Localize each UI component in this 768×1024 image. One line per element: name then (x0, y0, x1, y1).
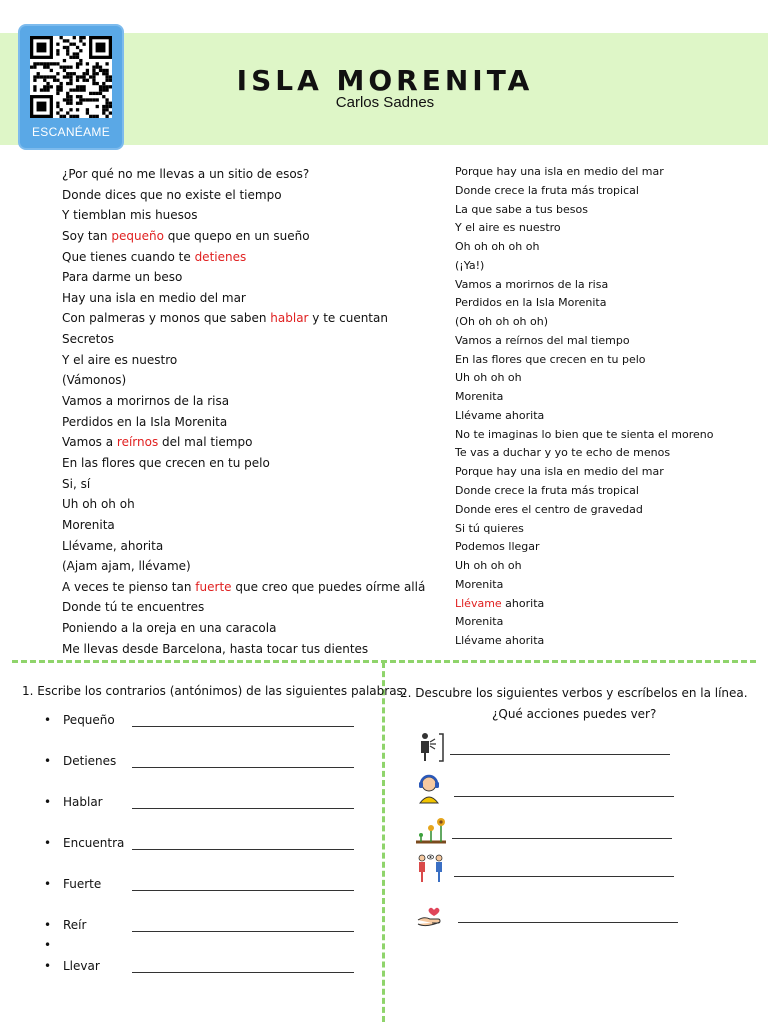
bullet: • (44, 754, 52, 768)
lyric-text: Que tienes cuando te (62, 249, 195, 264)
lyric-line (455, 576, 713, 595)
person-speaking-icon (414, 730, 448, 762)
lyric-text: Uh oh oh oh (455, 559, 522, 573)
exercise2-row (414, 730, 684, 762)
lyric-text: Vamos a morirnos de la risa (62, 394, 230, 409)
song-title: ISLA MORENITA (236, 64, 534, 97)
lyric-line (62, 536, 425, 557)
lyric-text: del mal tiempo (158, 435, 253, 450)
lyric-text: Con palmeras y monos que saben (62, 311, 271, 326)
antonym-word: Reír (63, 918, 87, 932)
lyrics-right-column (455, 163, 713, 651)
lyric-text: Porque hay una isla en medio del mar (455, 165, 664, 178)
answer-line[interactable] (458, 922, 678, 923)
exercise2-row (414, 772, 684, 804)
lyric-text: (Oh oh oh oh oh) (455, 315, 549, 329)
lyric-line (62, 329, 425, 350)
lyric-line (62, 288, 425, 309)
lyric-text: (Vámonos) (62, 373, 127, 388)
lyric-text: Secretos (62, 332, 114, 347)
lyric-line (62, 597, 425, 618)
lyric-line (62, 577, 425, 598)
lyric-line (455, 369, 713, 388)
two-people-looking-icon (414, 852, 448, 884)
lyric-line (62, 494, 425, 515)
lyric-text: Donde tú te encuentres (62, 600, 205, 615)
lyric-text: Hay una isla en medio del mar (62, 290, 246, 305)
lyric-text: Uh oh oh oh (62, 497, 135, 512)
answer-line[interactable] (132, 931, 354, 932)
lyric-line (455, 276, 713, 295)
answer-line[interactable] (454, 796, 674, 797)
bullet: • (44, 795, 52, 809)
bullet: • (44, 836, 52, 850)
lyric-line (62, 453, 425, 474)
song-artist: Carlos Sadnes (335, 94, 435, 111)
lyric-line (455, 538, 713, 557)
antonym-word: Hablar (63, 795, 103, 809)
lyric-text: La que sabe a tus besos (455, 202, 588, 216)
lyric-line (455, 313, 713, 332)
lyric-line (455, 407, 713, 426)
lyric-text: Vamos a (62, 435, 117, 450)
highlighted-word: reírnos (116, 435, 159, 450)
lyric-line (62, 185, 425, 206)
lyric-line (62, 474, 425, 495)
answer-line[interactable] (450, 754, 670, 755)
growing-plants-icon (414, 814, 448, 846)
lyric-line (455, 557, 713, 576)
lyric-text: Te vas a duchar y yo te echo de menos (455, 446, 671, 460)
lyric-line (455, 463, 713, 482)
lyric-line (455, 163, 713, 182)
lyric-line (62, 226, 425, 247)
lyric-line (455, 351, 713, 370)
exercise2-subtitle: ¿Qué acciones puedes ver? (492, 707, 657, 721)
lyric-line (455, 613, 713, 632)
exercise2-row (414, 814, 684, 846)
lyric-text: Morenita (62, 517, 115, 532)
lyric-text: Perdidos en la Isla Morenita (455, 296, 607, 310)
lyric-text: Si, sí (62, 476, 91, 491)
bullet: • (44, 959, 52, 973)
lyric-text: Y tiemblan mis huesos (62, 208, 198, 223)
lyric-text: En las flores que crecen en tu pelo (455, 352, 646, 366)
lyric-line (455, 201, 713, 220)
exercise2-title: 2. Descubre los siguientes verbos y escríbelos en la línea. (400, 686, 748, 700)
answer-line[interactable] (132, 890, 354, 891)
lyric-text: Donde eres el centro de gravedad (455, 502, 643, 516)
antonym-word: Pequeño (63, 713, 115, 727)
qr-code-icon[interactable] (30, 36, 112, 118)
lyric-line (455, 219, 713, 238)
lyric-text: Soy tan (62, 228, 112, 243)
antonym-word: Detienes (63, 754, 117, 768)
lyric-line (455, 238, 713, 257)
lyric-text: que quepo en un sueño (163, 228, 310, 243)
bullet: • (44, 938, 52, 952)
lyric-text: Me llevas desde Barcelona, hasta tocar tus dientes (62, 641, 369, 656)
answer-line[interactable] (132, 808, 354, 809)
antonym-word: Encuentra (63, 836, 125, 850)
lyric-text: A veces te pienso tan (62, 579, 196, 594)
lyric-text: Morenita (455, 577, 504, 591)
lyric-text: En las flores que crecen en tu pelo (62, 455, 270, 470)
lyric-text: que creo que puedes oírme allá (231, 579, 426, 594)
lyric-text: Uh oh oh oh (455, 371, 522, 385)
lyric-text: ¿Por qué no me llevas a un sitio de esos? (62, 167, 310, 181)
lyric-text: Llévame ahorita (455, 408, 545, 422)
lyric-line (455, 520, 713, 539)
lyric-text: Donde dices que no existe el tiempo (62, 187, 282, 202)
lyric-line (62, 639, 425, 660)
lyric-text: (Ajam ajam, llévame) (62, 559, 191, 574)
lyric-text: y te cuentan (308, 311, 388, 326)
exercise2-row (414, 852, 684, 884)
lyric-line (62, 164, 425, 185)
lyric-line (455, 332, 713, 351)
lyric-line (455, 632, 713, 651)
hand-giving-heart-icon (414, 898, 448, 930)
lyric-text: Donde crece la fruta más tropical (455, 484, 639, 498)
lyric-line (455, 257, 713, 276)
highlighted-word: Llévame (455, 596, 502, 610)
lyric-text: Morenita (455, 390, 504, 404)
bullet: • (44, 713, 52, 727)
answer-line[interactable] (132, 849, 354, 850)
lyric-text: Y el aire es nuestro (455, 221, 561, 235)
lyric-line (455, 182, 713, 201)
lyric-text: Y el aire es nuestro (62, 352, 178, 367)
answer-line[interactable] (132, 972, 354, 973)
highlighted-word: detienes (194, 249, 247, 264)
lyric-text: Porque hay una isla en medio del mar (455, 465, 664, 479)
antonym-word: Fuerte (63, 877, 102, 891)
exercise2-row (414, 898, 684, 930)
answer-line[interactable] (454, 876, 674, 877)
lyric-text: Oh oh oh oh oh (455, 240, 540, 254)
lyric-text: No te imaginas lo bien que te sienta el moreno (455, 427, 714, 441)
highlighted-word: fuerte (195, 579, 232, 594)
answer-line[interactable] (132, 767, 354, 768)
lyric-text: Vamos a reírnos del mal tiempo (455, 333, 630, 347)
lyric-line (455, 595, 713, 614)
lyric-line (455, 482, 713, 501)
lyric-line (62, 205, 425, 226)
lyric-text: Para darme un beso (62, 270, 183, 285)
bullet: • (44, 918, 52, 932)
highlighted-word: hablar (270, 311, 309, 326)
qr-label: ESCANÉAME (31, 125, 111, 139)
lyric-text: (¡Ya!) (455, 258, 485, 272)
person-listening-headphones-icon (414, 772, 448, 804)
qr-card[interactable] (20, 26, 122, 148)
lyric-line (455, 426, 713, 445)
lyric-line (62, 370, 425, 391)
lyric-line (455, 444, 713, 463)
lyrics-left-column (62, 164, 425, 659)
lyric-text: Perdidos en la Isla Morenita (62, 414, 228, 429)
lyric-line (455, 388, 713, 407)
lyric-line (455, 501, 713, 520)
lyric-text: Llévame, ahorita (62, 538, 164, 553)
lyric-text: Podemos llegar (455, 540, 540, 554)
lyric-line (62, 515, 425, 536)
lyric-line (62, 350, 425, 371)
answer-line[interactable] (452, 838, 672, 839)
lyric-text: ahorita (501, 596, 545, 610)
lyric-line (62, 412, 425, 433)
lyric-line (62, 556, 425, 577)
highlighted-word: pequeño (111, 228, 164, 243)
lyric-text: Vamos a morirnos de la risa (455, 277, 609, 291)
lyric-text: Donde crece la fruta más tropical (455, 183, 639, 197)
lyric-text: Si tú quieres (455, 521, 524, 535)
lyric-line (62, 308, 425, 329)
lyric-text: Morenita (455, 615, 504, 629)
vertical-divider (382, 662, 385, 1022)
lyric-line (62, 267, 425, 288)
lyric-text: Llévame ahorita (455, 634, 545, 648)
lyric-line (455, 294, 713, 313)
lyric-line (62, 391, 425, 412)
exercise1-title: 1. Escribe los contrarios (antónimos) de las siguientes palabras. (22, 684, 407, 698)
antonym-word: Llevar (63, 959, 100, 973)
answer-line[interactable] (132, 726, 354, 727)
lyric-text: Poniendo a la oreja en una caracola (62, 621, 277, 636)
lyric-line (62, 618, 425, 639)
bullet: • (44, 877, 52, 891)
lyric-line (62, 247, 425, 268)
lyric-line (62, 432, 425, 453)
